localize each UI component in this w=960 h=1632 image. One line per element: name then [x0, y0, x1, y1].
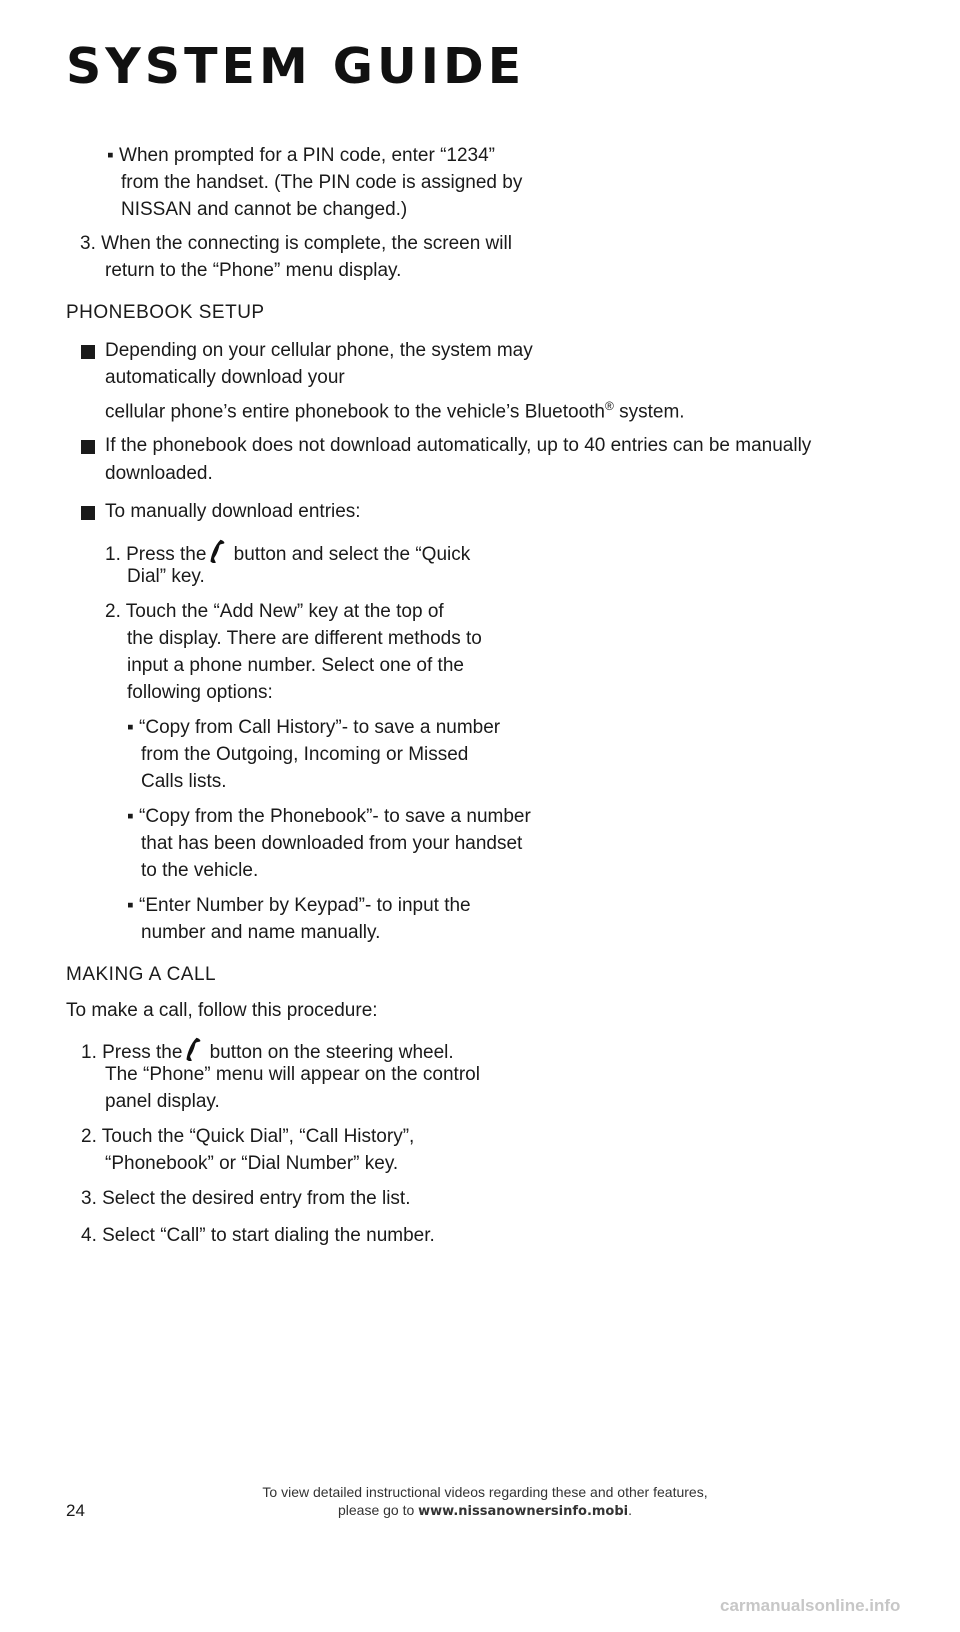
phonebook-bullet-2-line-2: downloaded.	[105, 463, 213, 484]
page-number: 24	[66, 1501, 85, 1520]
call-step-2-line-1: 2. Touch the “Quick Dial”, “Call History”,	[81, 1126, 415, 1147]
phonebook-bullet-3: To manually download entries:	[105, 501, 361, 522]
phonebook-setup-heading: PHONEBOOK SETUP	[66, 302, 265, 323]
square-bullet-icon	[81, 506, 95, 520]
download-step-2-line-3: input a phone number. Select one of the	[127, 655, 464, 676]
connect-step-3-line-1: 3. When the connecting is complete, the screen will	[80, 233, 512, 254]
call-step-4: 4. Select “Call” to start dialing the number.	[81, 1225, 435, 1246]
phonebook-bullet-1-line-3: cellular phone’s entire phonebook to the vehicle’s Bluetooth® system.	[105, 399, 685, 423]
option-phonebook-line-2: that has been downloaded from your handset	[141, 833, 523, 854]
call-step-2-line-2: “Phonebook” or “Dial Number” key.	[105, 1153, 399, 1174]
owners-info-link[interactable]: www.nissanownersinfo.mobi	[418, 1504, 629, 1519]
footer-line-2: please go to www.nissanownersinfo.mobi.	[337, 1502, 633, 1519]
call-intro: To make a call, follow this procedure:	[66, 1000, 378, 1021]
download-step-1-line-1: 1. Press the button and select the “Quick	[105, 539, 470, 566]
option-keypad-line-1: ▪ “Enter Number by Keypad”- to input the	[127, 895, 471, 916]
footer-line-1: To view detailed instructional videos regarding these and other features,	[262, 1484, 708, 1500]
option-call-history-line-3: Calls lists.	[141, 771, 227, 792]
call-step-1-line-3: panel display.	[105, 1091, 220, 1112]
download-step-2-line-1: 2. Touch the “Add New” key at the top of	[105, 601, 444, 622]
pin-bullet-line-2: from the handset. (The PIN code is assigned by	[121, 172, 523, 193]
square-bullet-icon	[81, 440, 95, 454]
option-call-history-line-2: from the Outgoing, Incoming or Missed	[141, 744, 469, 765]
option-phonebook-line-3: to the vehicle.	[141, 860, 259, 881]
option-keypad-line-2: number and name manually.	[141, 922, 381, 943]
watermark: carmanualsonline.info	[720, 1596, 901, 1615]
page-title: SYSTEM GUIDE	[66, 38, 526, 95]
option-call-history-line-1: ▪ “Copy from Call History”- to save a number	[127, 717, 501, 738]
phonebook-bullet-2-line-1: If the phonebook does not download automatically, up to 40 entries can be manually	[105, 435, 812, 456]
pin-bullet-line-1: ▪ When prompted for a PIN code, enter “1234”	[107, 145, 495, 166]
pin-bullet-line-3: NISSAN and cannot be changed.)	[121, 199, 408, 220]
connect-step-3-line-2: return to the “Phone” menu display.	[105, 260, 402, 281]
phonebook-bullet-1-line-2: automatically download your	[105, 367, 345, 388]
phone-handset-icon	[208, 539, 226, 563]
download-step-2-line-4: following options:	[127, 682, 273, 703]
call-step-1-line-2: The “Phone” menu will appear on the control	[105, 1064, 480, 1085]
making-a-call-heading: MAKING A CALL	[66, 964, 217, 985]
phone-handset-icon	[184, 1037, 202, 1061]
download-step-2-line-2: the display. There are different methods to	[127, 628, 482, 649]
call-step-3: 3. Select the desired entry from the list.	[81, 1188, 411, 1209]
option-phonebook-line-1: ▪ “Copy from the Phonebook”- to save a number	[127, 806, 531, 827]
square-bullet-icon	[81, 345, 95, 359]
call-step-1-line-1: 1. Press the button on the steering wheel.	[81, 1037, 454, 1064]
phonebook-bullet-1-line-1: Depending on your cellular phone, the system may	[105, 340, 533, 361]
download-step-1-line-2: Dial” key.	[127, 566, 205, 587]
registered-mark: ®	[604, 399, 614, 413]
